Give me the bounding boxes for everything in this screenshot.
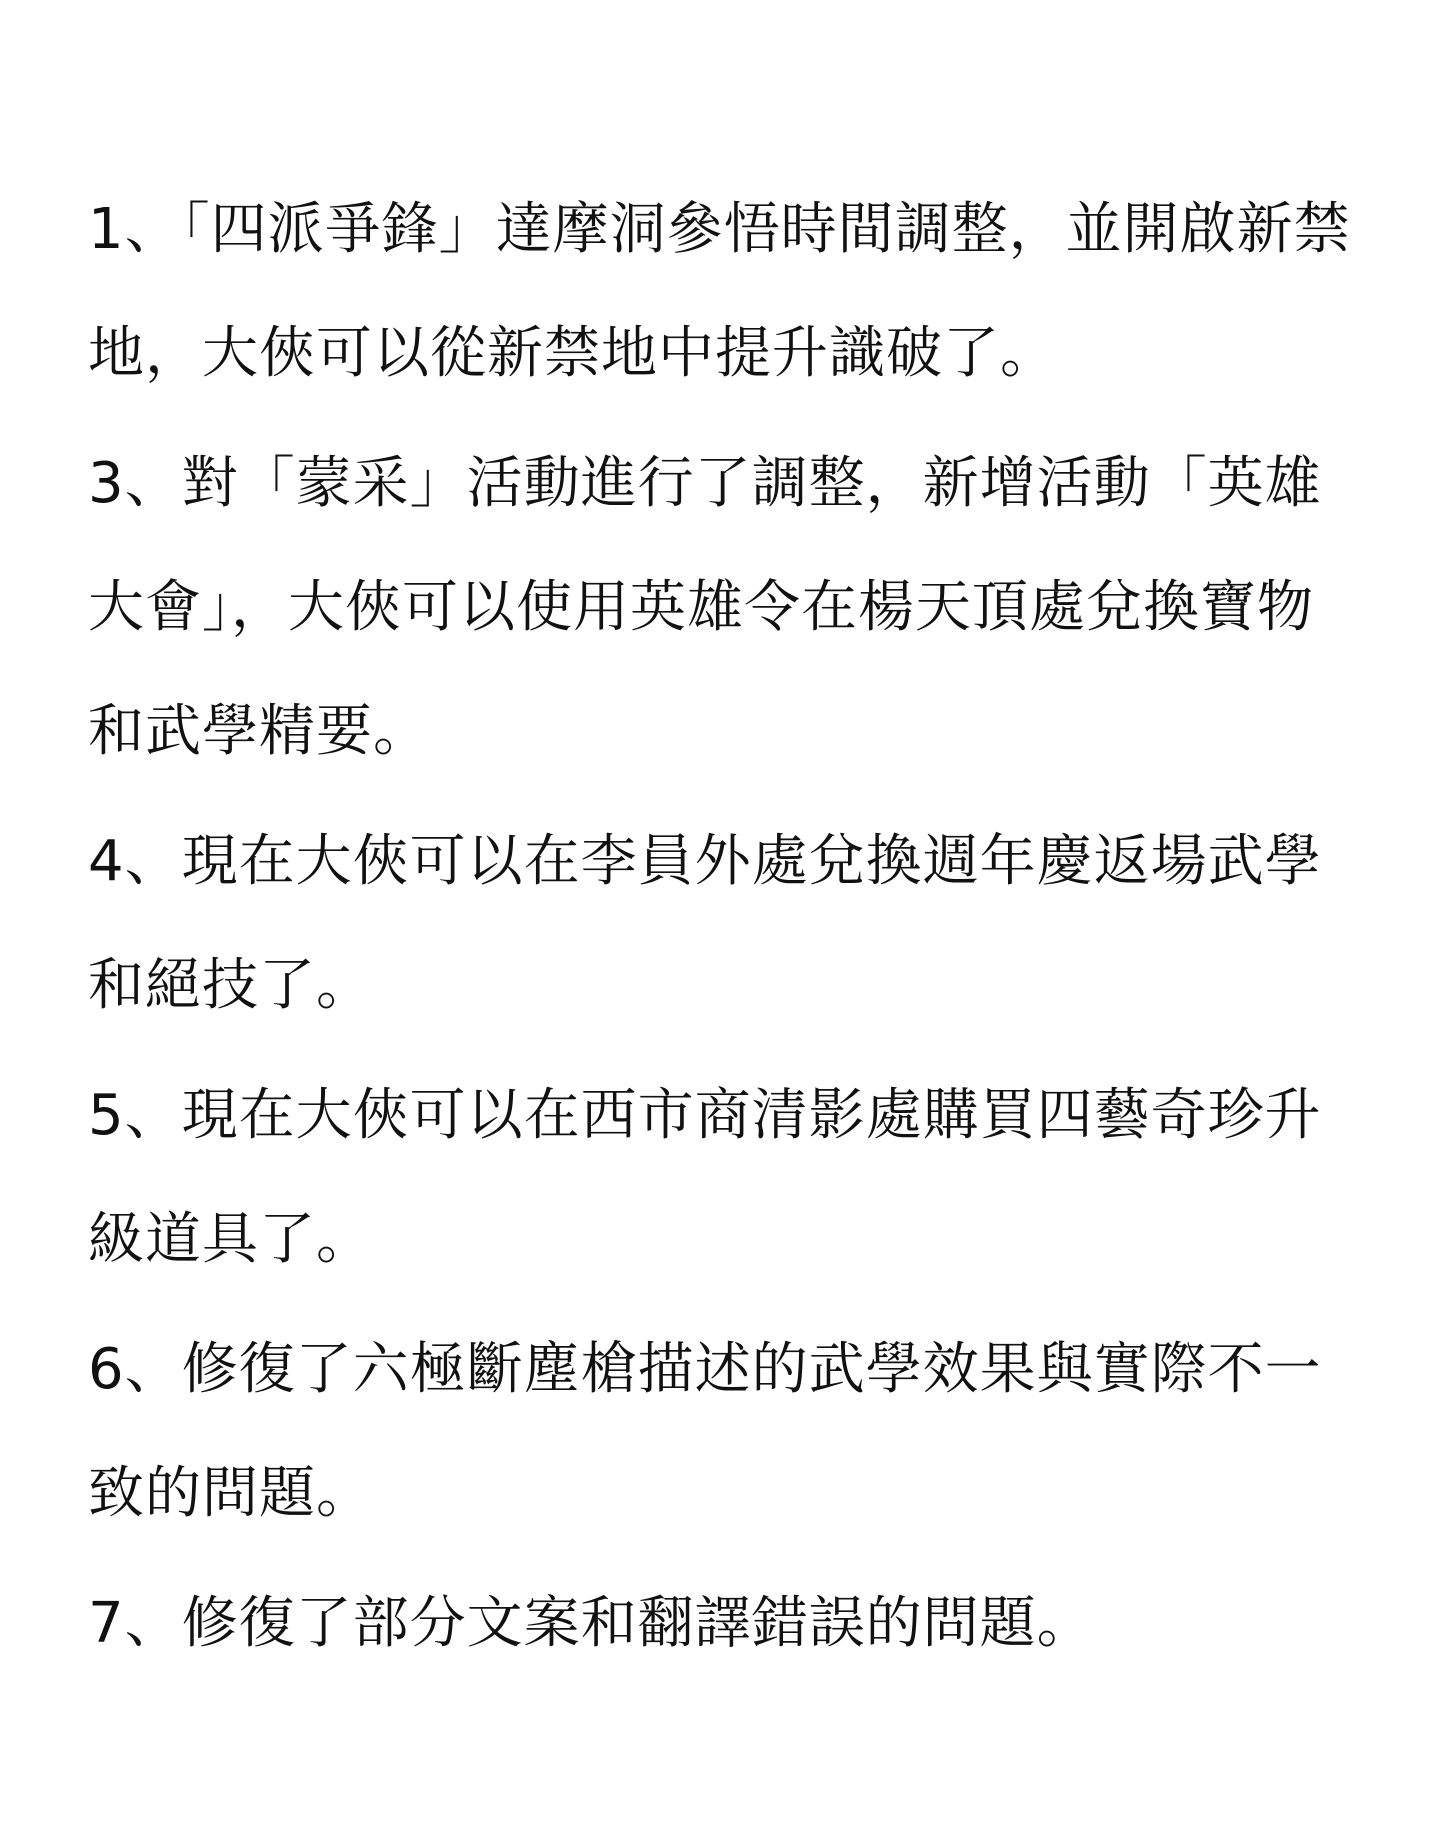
update-notes-list — [88, 168, 1358, 1692]
note-item-6: 6、修復了六極斷塵槍描述的武學效果與實際不一致的問題。 — [88, 1337, 1322, 1526]
note-item-7: 7、修復了部分文案和翻譯錯誤的問題。 — [88, 1591, 1094, 1656]
note-item-5: 5、現在大俠可以在西市商清影處購買四藝奇珍升級道具了。 — [88, 1083, 1322, 1272]
note-item-1: 1、「四派爭鋒」達摩洞參悟時間調整，並開啟新禁地，大俠可以從新禁地中提升識破了。 — [88, 197, 1351, 386]
note-item-3: 3、對「蒙采」活動進行了調整，新增活動「英雄大會」，大俠可以使用英雄令在楊天頂處兌換寶物和武學精要。 — [88, 451, 1322, 764]
note-item-4: 4、現在大俠可以在李員外處兌換週年慶返場武學和絕技了。 — [88, 829, 1322, 1018]
